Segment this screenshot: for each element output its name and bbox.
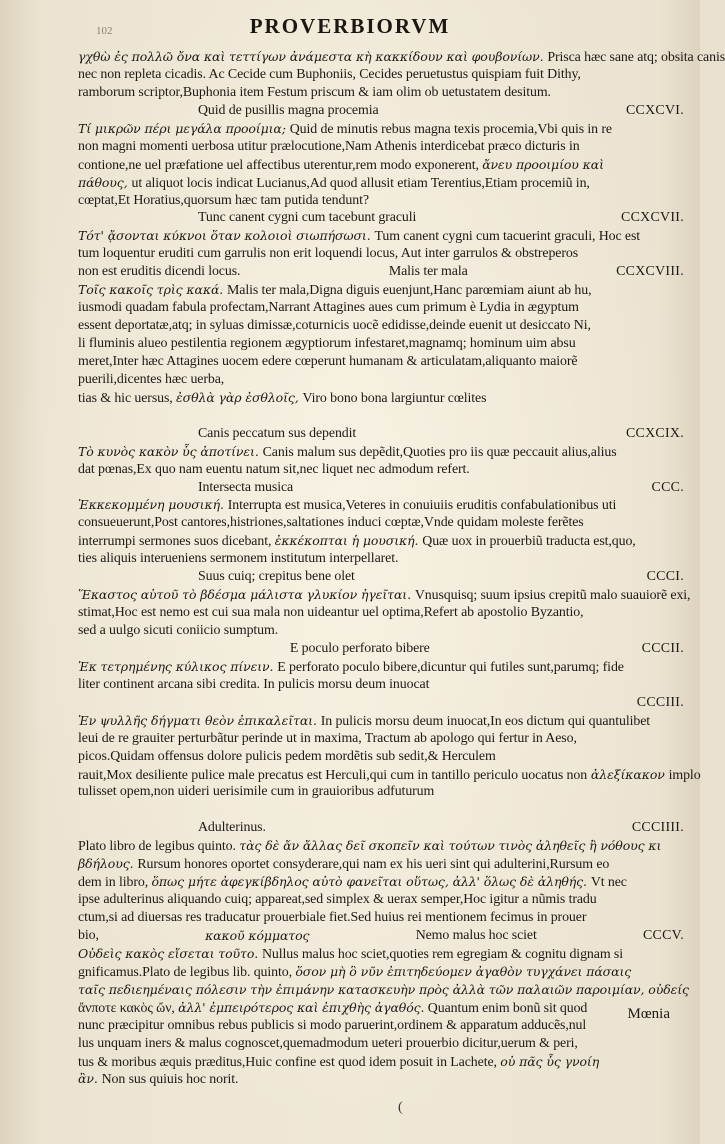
text-line: iusmodi quadam fabula profectam,Narrant Attagines aues cum primum è Lydia in ægyptum — [78, 300, 579, 316]
entry-title: Nemo malus hoc sciet — [415, 927, 537, 943]
text-line: meret,Inter hæc Attagines uocem edere cœperunt humanam & articulatam,aliquanto maiorẽ — [78, 353, 578, 369]
entry-number: CCXCVIII. — [616, 264, 684, 280]
text-line: tus & moribus æquis præditus,Huic confine est quod idem posuit in Lachete, οὐ πᾶς ὗς γνοίη — [78, 1053, 600, 1070]
entry-number: CCC. — [651, 479, 684, 495]
text-line: tum loquentur eruditi cum garrulis non erit loquendi locus, Aut inter garrulos & obstreperos — [78, 246, 579, 262]
entry-title: Malis ter mala — [388, 264, 468, 280]
text-line: Ἐκ τετρημένης κύλικος πίνειν. E perforato poculo bibere,dicuntur qui futiles sunt,parumq; fide — [78, 658, 624, 675]
entry-title: Tunc canent cygni cum tacebunt graculi — [198, 210, 417, 226]
entry-heading — [78, 819, 684, 837]
entry-title: E poculo perforato bibere — [289, 640, 430, 656]
text-line: Τότ' ᾄσονται κύκνοι ὅταν κολοιοὶ σιωπήσωσι. Tum canent cygni cum tacuerint graculi, Hoc est — [78, 228, 641, 245]
entry-number: CCXCIX. — [625, 425, 684, 441]
text-line: gnificamus.Plato de legibus lib. quinto, ὅσον μὴ ὃ νῦν ἐπιτηδεύομεν ἀγαθὸν τυγχάνει πάσαις — [78, 963, 632, 980]
entry-heading — [78, 694, 684, 712]
running-head: PROVERBIORVM — [249, 14, 451, 38]
entry-heading — [78, 209, 684, 227]
entry-number: CCCI. — [646, 569, 684, 585]
text-line: Ἕκαστος αὑτοῦ τὸ βδέσμα μάλιστα γλυκίον ἡγεῖται. Vnusquisq; suum ipsius crepitũ malo suauiorẽ exi, — [78, 587, 691, 604]
text-line — [78, 407, 684, 425]
entry-number: CCCIII. — [636, 694, 684, 710]
text-line: Τοῖς κακοῖς τρὶς κακά. Malis ter mala,Digna diguis euenjunt,Hanc parœmiam aiunt ab hu, — [78, 282, 592, 299]
text-line: essent deportatæ,atq; in syluas dimissæ,coturnicis uocẽ edidisse,deinde euenit ut desiccato Ni, — [78, 318, 591, 334]
text-line: βδήλους. Rursum honores oportet consyderare,qui nam ex his ueri sint qui adulterini,Rursum eo — [78, 856, 610, 873]
catchword: Mœnia — [627, 1006, 670, 1022]
entry-title: Adulterinus. — [198, 820, 266, 836]
text-line: picos.Quidam offensus dolore pulicis pedem mordẽtis sub sedit,& Herculem — [78, 748, 496, 764]
text-line: ctum,si ad diuersas res traducatur prouerbiale fiet.Sed huius rei mentionem fecimus in prouer — [78, 910, 587, 925]
text-line: sed a uulgo sicuti coniicio sumptum. — [78, 623, 279, 638]
entry-heading: bio, κακοῦ κόμματος Nemo malus hoc sciet CCCV. — [78, 927, 684, 943]
text-line: puerili,dicentes hæc uerba, — [78, 371, 225, 387]
entry-title: Canis peccatum sus dependit — [198, 425, 357, 441]
text-line: Τὸ κυνὸς κακὸν ὗς ἀποτίνει. Canis malum sus depẽdit,Quoties pro iis quæ peccauit alius,alius — [78, 443, 617, 460]
text-line: leui de re grauiter perturbãtur perinde ut in maxima, Tractum ab apologo qui fertur in Aeso, — [78, 730, 577, 746]
entry-heading — [78, 479, 684, 497]
entry-heading — [78, 425, 684, 443]
entry-heading: non est eruditis dicendi locus. Malis ter mala CCXCVIII. — [78, 264, 684, 280]
entry-title: Intersecta musica — [198, 479, 294, 495]
text-line: lus unquam iners & malus cognoscet,quemadmodum ueteri prouerbio dicitur,uerum & peri, — [78, 1035, 578, 1051]
text-line: interrumpi sermones suos dicebant, ἐκκέκοπται ἡ μουσική. Quæ uox in prouerbiũ traducta est,quo, — [78, 533, 636, 550]
entry-title: Quid de pusillis magna procemia — [198, 102, 379, 118]
text-line: cœptat,Et Horatius,quorsum hæc tam putida tendunt? — [78, 192, 369, 208]
entry-number: CCXCVII. — [621, 210, 684, 226]
text-line: nec non repleta cicadis. Ac Cecide cum Buphoniis, Cecides peruetustus quispiam fuit Dithy, — [78, 66, 581, 82]
entry-heading — [78, 102, 684, 120]
text-line: Plato libro de legibus quinto. τὰς δὲ ἄν ἄλλας δεῖ σκοπεῖν καὶ τούτων τινὸς ἀληθεῖς ἢ νόθους κι — [78, 838, 662, 855]
text-line: contione,ne uel præfatione uel affectibus uterentur,rem modo exponerent, ἄνευ προοιμίου καὶ — [78, 156, 604, 173]
text-line: ties aliquis interueniens sermonem institutum interpellaret. — [78, 551, 399, 567]
text-line: tulisset opem,non uideri uerisimile cum in grauioribus adfuturum — [78, 784, 435, 800]
entry-number: CCCV. — [642, 927, 684, 943]
text-block — [78, 48, 725, 1088]
text-line: Τί μικρῶν πέρι μεγάλα προοίμια; Quid de minutis rebus magna texis procemia,Vbi quis in re — [78, 120, 612, 137]
text-line: Οὐδεὶς κακὸς εἴσεται τοῦτο. Nullus malus hoc sciet,quoties rem egregiam & cognitu dignam si — [78, 945, 623, 962]
text-line: Ἐκκεκομμένη μουσική. Interrupta est musica,Veteres in conuiuiis eruditis confabulationibus uti — [78, 497, 617, 514]
text-line: πάθους, ut aliquot locis indicat Lucianus,Ad quod allusit etiam Terentius,Etiam procemiũ in, — [78, 174, 590, 191]
text-line: tias & hic uersus, ἐσθλὰ γὰρ ἐσθλοῖς, Viro bono bona largiuntur cœlites — [78, 389, 487, 406]
entry-title: Suus cuiq; crepitus bene olet — [198, 569, 355, 585]
text-line: ἄνποτε κακὸς ὤν, ἀλλ' ἐμπειρότερος καὶ ἐπιχθὴς ἀγαθός. Quantum enim bonũ sit quod — [78, 999, 588, 1016]
text-line: consueuerunt,Post cantores,histriones,saltationes induci cœptæ,Vnde quidam moleste ferẽtes — [78, 515, 584, 531]
text-line: Ἐν ψυλλῆς δήγματι θεὸν ἐπικαλεῖται. In pulicis morsu deum inuocat,In eos dictum qui quantulibet — [78, 712, 651, 729]
text-line: li fluminis alueo pestilentia regionem ægyptiorum infestaret,magnamq; hominum uim absu — [78, 336, 576, 351]
text-line: ἂν. Non sus quiuis hoc norit. — [78, 1071, 239, 1088]
text-line: ipse adulterinus aliquando cuiq; appareat,sed simplex & uerax semper,Hoc igitur a nũmis tradu — [78, 892, 597, 908]
text-line: ramborum scriptor,Buphonia item Festum priscum & iam olim ob uetustatem desitum. — [78, 84, 551, 100]
text-line: dat pœnas,Ex quo nam euentu natum sit,nec liquet nec admodum refert. — [78, 461, 470, 477]
text-line: liter continent arcana sibi credita. In pulicis morsu deum inuocat — [78, 676, 430, 692]
text-line: rauit,Mox desiliente pulice male precatus est Herculi,qui cum in tantillo periculo uocatus non ἀλεξίκακον implo — [78, 766, 701, 783]
text-line: γχθὼ ἐς πολλῶ ὄνα καὶ τεττίγων ἀνάμεστα κὴ κακκίδουν καὶ φουβονίων. Prisca hæc sane atq; obsita canis — [78, 49, 725, 65]
signature-mark: ( — [398, 1100, 403, 1115]
text-line: ταῖς πεδιεημέναις πόλεσιν τὴν ἐπιμάνην κατασκευὴν πρὸς ἀλλὰ τῶν παλαιῶν παροιμίαν, οὐδείς — [78, 981, 689, 997]
text-line: non magni momenti uerbosa utitur prælocutione,Nam Athenis interdicebat præco dicturis in — [78, 138, 580, 154]
entry-heading — [78, 568, 684, 586]
text-line: nunc præcipitur omnibus rebus publicis si modo paruerint,ordinem & apparatum adducẽs,nul — [78, 1017, 587, 1033]
entry-number: CCCII. — [641, 640, 684, 656]
text-line: stimat,Hoc est nemo est cui sua mala non uideantur uel optima,Refert ab apostolio Byzantio, — [78, 605, 584, 621]
entry-number: CCXCVI. — [625, 102, 684, 118]
entry-number: CCCIIII. — [631, 820, 684, 836]
text-line: dem in libro, ὅπως μήτε ἀφεγκίβδηλος αὐτὸ φανεῖται οὕτως, ἀλλ' ὅλως δὲ ἀληθής. Vt nec — [78, 874, 627, 891]
text-line — [78, 801, 684, 819]
entry-heading — [78, 640, 684, 658]
margin-note: 102 — [96, 25, 113, 37]
